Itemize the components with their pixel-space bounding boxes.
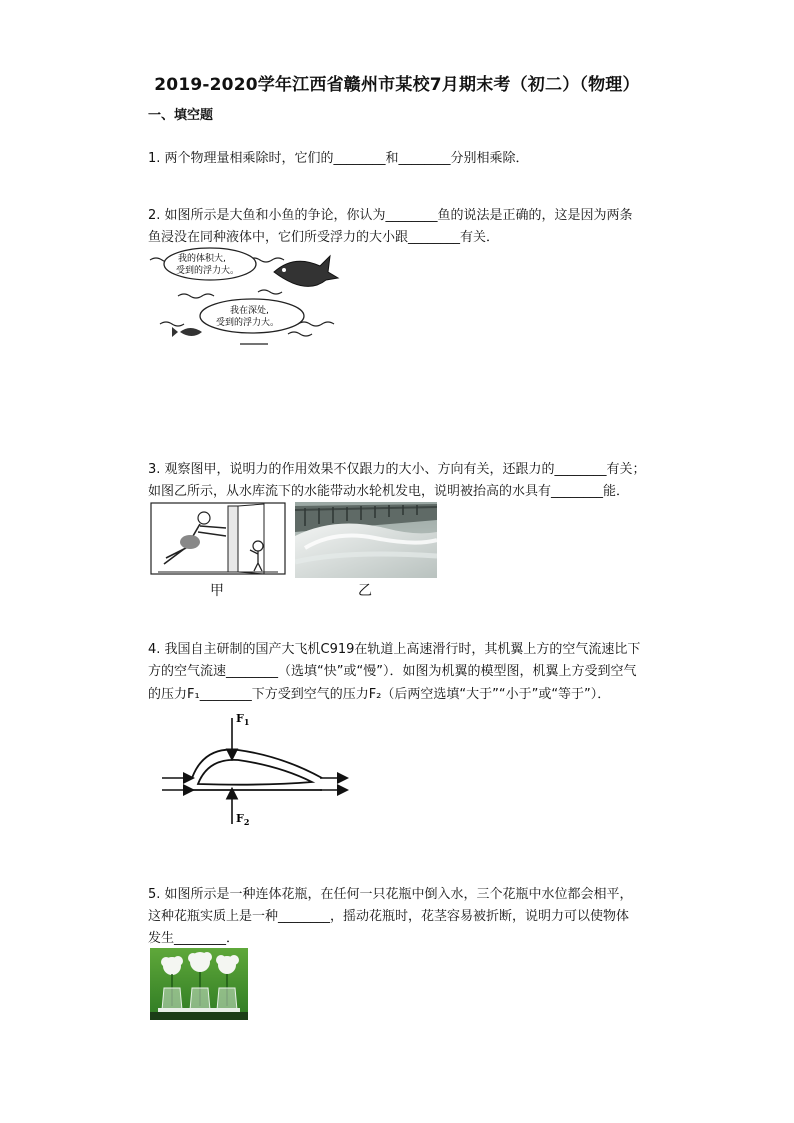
question-1-text: 1. 两个物理量相乘除时，它们的________和________分别相乘除．: [148, 151, 529, 166]
small-fish-icon: [172, 327, 202, 337]
question-4-text-line3: 的压力F₁________下方受到空气的压力F₂（后两空选填“大于”“小于”或“等于”）．: [148, 687, 611, 702]
small-fish-bubble-line2: 受到的浮力大。: [216, 318, 280, 328]
question-5-text-line1: 5. 如图所示是一种连体花瓶，在任何一只花瓶中倒入水，三个花瓶中水位都会相平，: [148, 887, 633, 902]
force-f1-label: $F_1$: [236, 712, 250, 727]
question-5-text-line3: 发生________．: [148, 931, 240, 946]
question-3-text-line2: 如图乙所示，从水库流下的水能带动水轮机发电，说明被抬高的水具有________能．: [148, 484, 630, 499]
figure-a-caption: 甲: [210, 583, 224, 599]
pushing-door-figure: [150, 502, 286, 575]
question-5-text-line2: 这种花瓶实质上是一种________，摇动花瓶时，花茎容易被折断，说明力可以使物体: [148, 909, 630, 924]
big-fish-bubble-line1: 我的体积大,: [178, 254, 226, 264]
force-f2-label: $F_2$: [236, 812, 250, 827]
question-4-text-line2: 方的空气流速________（选填“快”或“慢”）．如图为机翼的模型图，机翼上方受到空气: [148, 664, 637, 679]
big-fish-icon: [274, 256, 338, 286]
big-fish-bubble-line2: 受到的浮力大。: [176, 266, 240, 276]
wing-model-figure: [152, 706, 352, 830]
connected-vases-photo: [150, 948, 248, 1020]
fish-debate-figure: [148, 246, 348, 348]
question-3-text-line1: 3. 观察图甲，说明力的作用效果不仅跟力的大小、方向有关，还跟力的________有关；: [148, 462, 646, 477]
small-fish-bubble-line1: 我在深处,: [230, 306, 269, 316]
question-4-text-line1: 4. 我国自主研制的国产大飞机C919在轨道上高速滑行时，其机翼上方的空气流速比下: [148, 642, 641, 657]
question-2-text-line1: 2. 如图所示是大鱼和小鱼的争论，你认为________鱼的说法是正确的，这是因为两条: [148, 208, 633, 223]
document-title: 2019-2020学年江西省赣州市某校7月期末考（初二）（物理）: [154, 75, 640, 95]
section-heading: 一、填空题: [148, 108, 214, 123]
question-2-text-line2: 鱼浸没在同种液体中，它们所受浮力的大小跟________有关．: [148, 230, 500, 245]
wing-airfoil: [198, 760, 312, 785]
dam-photo-figure: [295, 502, 437, 578]
figure-b-caption: 乙: [358, 583, 372, 599]
